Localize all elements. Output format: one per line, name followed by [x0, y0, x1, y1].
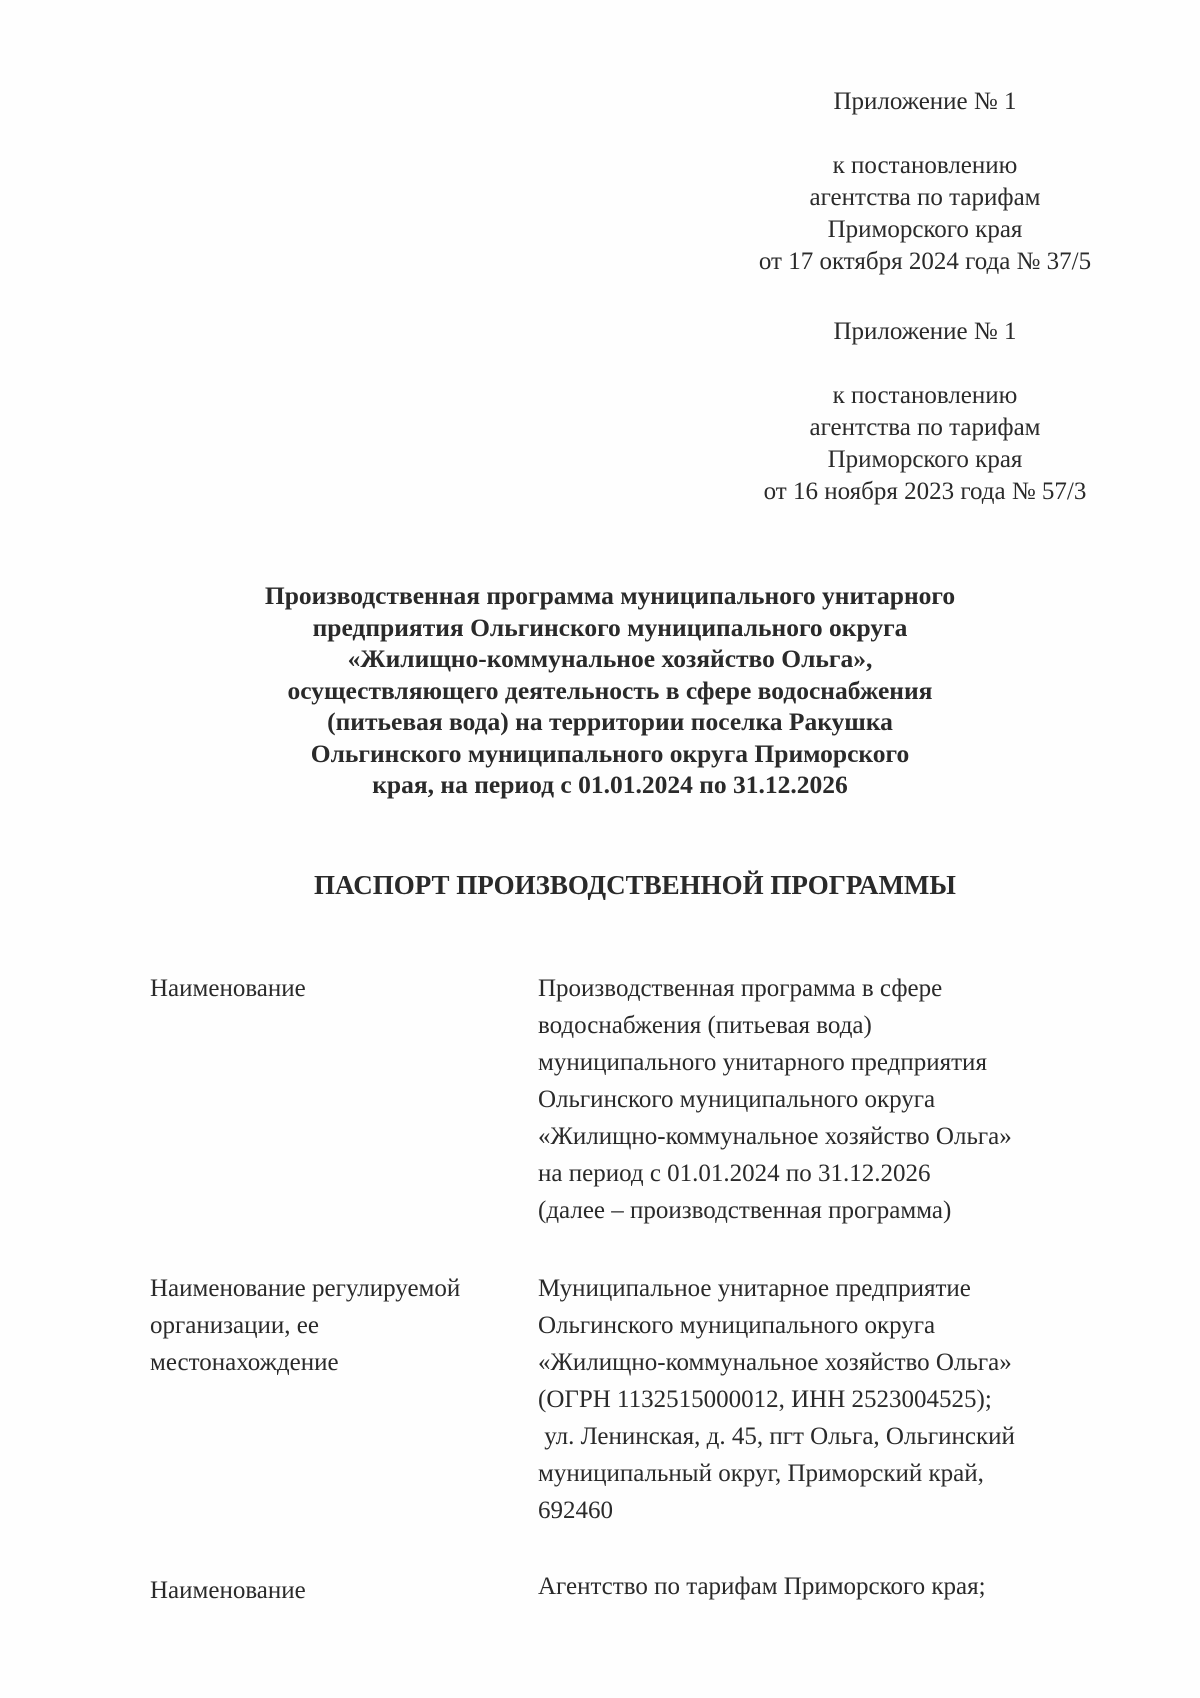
passport-label-line: организации, ее	[150, 1312, 319, 1339]
annex-line: агентства по тарифам	[809, 414, 1041, 441]
annex-date-number: от 16 ноября 2023 года № 57/3	[763, 478, 1087, 505]
passport-heading: ПАСПОРТ ПРОИЗВОДСТВЕННОЙ ПРОГРАММЫ	[314, 870, 956, 900]
passport-label-line: Наименование	[150, 1577, 306, 1604]
passport-value-line: (далее – производственная программа)	[538, 1197, 952, 1224]
passport-label-line: Наименование	[150, 975, 306, 1002]
annex-line: Приморского края	[827, 446, 1023, 473]
passport-value-line: ул. Ленинская, д. 45, пгт Ольга, Ольгинский	[538, 1423, 1015, 1450]
passport-label-line: Наименование регулируемой	[150, 1275, 461, 1302]
passport-value-line: Агентство по тарифам Приморского края;	[538, 1573, 986, 1600]
passport-value-line: Муниципальное унитарное предприятие	[538, 1275, 971, 1302]
passport-value-line: Ольгинского муниципального округа	[538, 1086, 936, 1113]
passport-label-line: местонахождение	[150, 1349, 339, 1376]
passport-row-label	[150, 1572, 520, 1609]
passport-value-line: Производственная программа в сфере	[538, 975, 943, 1002]
annex-current	[730, 86, 1120, 278]
passport-value-line: муниципального унитарного предприятия	[538, 1049, 987, 1076]
annex-line: Приморского края	[827, 216, 1023, 243]
passport-value-line: муниципальный округ, Приморский край,	[538, 1460, 984, 1487]
annex-title: Приложение № 1	[833, 88, 1017, 115]
annex-line: к постановлению	[832, 152, 1018, 179]
annex-title: Приложение № 1	[833, 318, 1017, 345]
passport-row-value	[538, 1568, 1098, 1605]
program-title	[200, 580, 1020, 801]
passport-value-line: на период с 01.01.2024 по 31.12.2026	[538, 1160, 931, 1187]
annex-line: к постановлению	[832, 382, 1018, 409]
passport-value-line: (ОГРН 1132515000012, ИНН 2523004525);	[538, 1386, 992, 1413]
annex-previous	[730, 316, 1120, 508]
passport-value-line: «Жилищно-коммунальное хозяйство Ольга»	[538, 1123, 1012, 1150]
program-title-line: Производственная программа муниципального унитарного	[264, 581, 956, 610]
passport-row-value	[538, 970, 1098, 1229]
passport-row-label	[150, 970, 520, 1007]
passport-value-line: «Жилищно-коммунальное хозяйство Ольга»	[538, 1349, 1012, 1376]
passport-value-line: водоснабжения (питьевая вода)	[538, 1012, 872, 1039]
program-title-line: предприятия Ольгинского муниципального округа	[312, 612, 908, 642]
annex-date-number: от 17 октября 2024 года № 37/5	[758, 248, 1092, 275]
passport-value-line: 692460	[538, 1497, 613, 1524]
program-title-line: края, на период с 01.01.2024 по 31.12.2026	[372, 770, 848, 799]
program-title-line: Ольгинского муниципального округа Приморского	[310, 738, 910, 768]
passport-value-line: Ольгинского муниципального округа	[538, 1312, 936, 1339]
program-title-line: (питьевая вода) на территории поселка Ракушка	[327, 707, 893, 736]
program-title-line: осуществляющего деятельность в сфере водоснабжения	[287, 675, 933, 705]
annex-line: агентства по тарифам	[809, 184, 1041, 211]
program-title-line: «Жилищно-коммунальное хозяйство Ольга»,	[347, 644, 873, 673]
passport-row-label	[150, 1270, 520, 1381]
passport-row-value	[538, 1270, 1098, 1529]
